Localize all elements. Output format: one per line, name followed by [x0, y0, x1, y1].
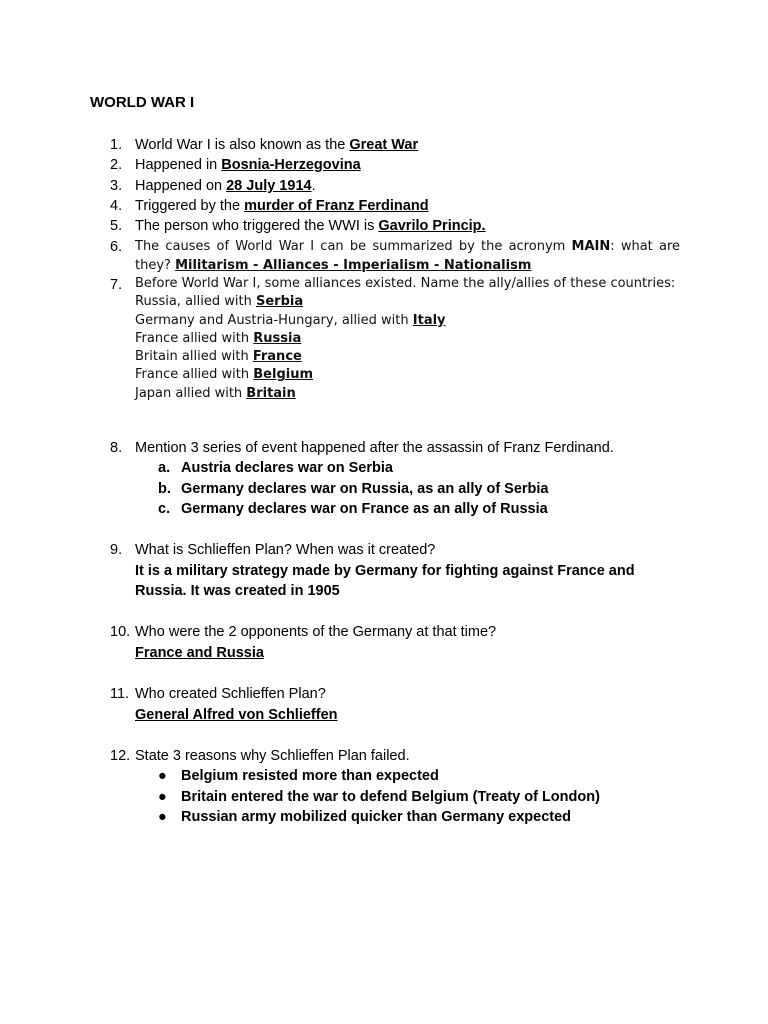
sub-answer: Germany declares war on France as an ally of Russia: [181, 501, 548, 517]
answer-text: General Alfred von Schlieffen: [135, 707, 338, 723]
item-number: 6.: [110, 239, 123, 255]
item-number: 3.: [110, 178, 123, 194]
item-number: 12.: [110, 748, 131, 764]
answer-text: Militarism - Alliances - Imperialism - Nationalism: [175, 258, 532, 273]
list-item: [110, 275, 680, 403]
bullet-marker: ●: [158, 789, 167, 805]
sub-marker: c.: [158, 501, 171, 517]
sub-item: [158, 499, 678, 519]
list-item: [110, 196, 680, 216]
answer-text: murder of Franz Ferdinand: [244, 198, 429, 214]
question-text: The causes of World War I can be summarized by the acronym: [135, 239, 572, 254]
bullet-item: [158, 766, 678, 786]
question-text: Who were the 2 opponents of the Germany at that time?: [135, 624, 497, 640]
answer-text: Gavrilo Princip.: [378, 218, 486, 234]
question-text: The person who triggered the WWI is: [135, 218, 379, 234]
question-text: Happened in: [135, 157, 222, 173]
list-item: [110, 746, 680, 766]
list-item: [110, 216, 680, 236]
sub-answer: Germany declares war on Russia, as an ally of Serbia: [181, 481, 549, 497]
item-number: 5.: [110, 218, 123, 234]
sub-item: [158, 479, 678, 499]
list-item: [110, 684, 680, 704]
bullet-answer: Russian army mobilized quicker than Germany expected: [181, 809, 572, 825]
list-item: [110, 540, 680, 560]
bullet-marker: ●: [158, 768, 167, 784]
bullet-marker: ●: [158, 809, 167, 825]
question-text: Who created Schlieffen Plan?: [135, 686, 326, 702]
question-text: Mention 3 series of event happened after the assassin of Franz Ferdinand.: [135, 440, 614, 456]
item-number: 10.: [110, 624, 131, 640]
list-item: [110, 438, 680, 458]
punctuation: .: [311, 178, 316, 194]
sub-item: [158, 458, 678, 478]
question-text: : what are they?: [135, 239, 680, 273]
item-number: 1.: [110, 137, 123, 153]
list-item: [110, 622, 680, 642]
answer-text: France and Russia: [135, 645, 264, 661]
answer-text: 28 July 1914: [226, 178, 312, 194]
bullet-answer: Belgium resisted more than expected: [181, 768, 439, 784]
alliance-line: France allied with Belgium: [135, 367, 314, 383]
item-number: 11.: [110, 686, 130, 702]
alliance-line: Britain allied with France: [135, 349, 302, 365]
answer-text: Great War: [349, 137, 419, 153]
answer-line: [135, 643, 675, 663]
item-number: 4.: [110, 198, 123, 214]
bullet-item: [158, 787, 678, 807]
question-text: Triggered by the: [135, 198, 245, 214]
bullet-answer: Britain entered the war to defend Belgium (Treaty of London): [181, 789, 600, 805]
sub-marker: b.: [158, 481, 171, 497]
question-text: Happened on: [135, 178, 227, 194]
list-item: [110, 155, 680, 175]
question-text: What is Schlieffen Plan? When was it created?: [135, 542, 436, 558]
item-number: 9.: [110, 542, 123, 558]
sub-marker: a.: [158, 460, 171, 476]
answer-text: Bosnia-Herzegovina: [221, 157, 361, 173]
alliance-line: Germany and Austria-Hungary, allied with Italy: [135, 312, 446, 328]
sub-answer: Austria declares war on Serbia: [181, 460, 393, 476]
list-item: [110, 176, 680, 196]
alliance-line: France allied with Russia: [135, 330, 302, 346]
page-title: WORLD WAR I: [90, 94, 195, 111]
question-text: State 3 reasons why Schlieffen Plan failed.: [135, 748, 410, 764]
answer-text: It is a military strategy made by Germany for fighting against France and Russia. It was created in 1905: [135, 563, 635, 599]
alliance-line: Japan allied with Britain: [135, 385, 296, 401]
question-text: Before World War I, some alliances existed. Name the ally/allies of these countries:: [135, 276, 676, 291]
question-text: World War I is also known as the: [135, 137, 350, 153]
item-number: 7.: [110, 277, 123, 293]
answer-line: [135, 705, 675, 725]
item-number: 8.: [110, 440, 123, 456]
acronym-text: MAIN: [571, 239, 611, 254]
item-number: 2.: [110, 157, 123, 173]
list-item: [110, 135, 680, 155]
bullet-item: [158, 807, 678, 827]
alliance-line: Russia, allied with Serbia: [135, 294, 304, 310]
list-item: [110, 237, 680, 275]
